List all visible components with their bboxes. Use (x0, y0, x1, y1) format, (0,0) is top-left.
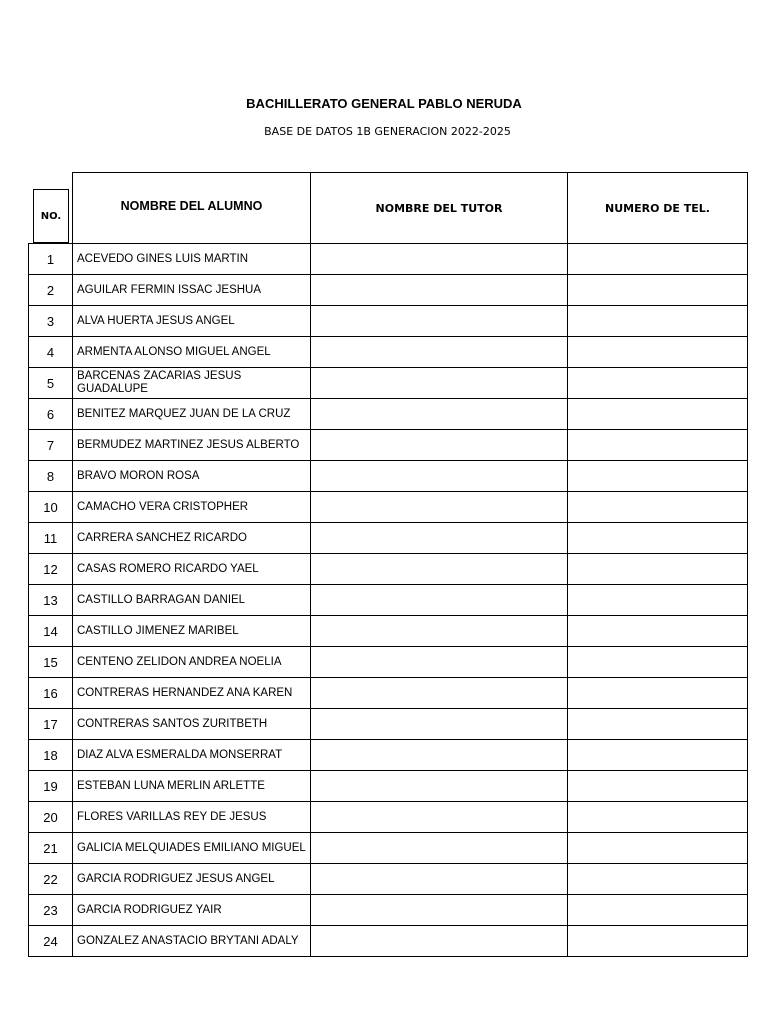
student-name: CASTILLO JIMENEZ MARIBEL (72, 616, 310, 646)
row-number: 17 (28, 709, 72, 739)
row-number: 11 (28, 523, 72, 553)
student-name: CONTRERAS HERNANDEZ ANA KAREN (72, 678, 310, 708)
tutor-name-cell (310, 430, 567, 460)
tutor-name-cell (310, 523, 567, 553)
table-row (28, 584, 748, 615)
row-number: 18 (28, 740, 72, 770)
tutor-name-cell (310, 709, 567, 739)
phone-number-cell (567, 492, 748, 522)
phone-number-cell (567, 368, 748, 398)
phone-number-cell (567, 275, 748, 305)
student-name: CASTILLO BARRAGAN DANIEL (72, 585, 310, 615)
table-row (28, 491, 748, 522)
student-name: GONZALEZ ANASTACIO BRYTANI ADALY (72, 926, 310, 956)
student-name: GARCIA RODRIGUEZ YAIR (72, 895, 310, 925)
row-number: 16 (28, 678, 72, 708)
student-table (28, 172, 748, 958)
student-name: BERMUDEZ MARTINEZ JESUS ALBERTO (72, 430, 310, 460)
tutor-name-cell (310, 337, 567, 367)
tutor-name-cell (310, 492, 567, 522)
student-name: BRAVO MORON ROSA (72, 461, 310, 491)
tutor-name-cell (310, 926, 567, 956)
table-row (28, 646, 748, 677)
row-number: 3 (28, 306, 72, 336)
phone-number-cell (567, 523, 748, 553)
row-number: 20 (28, 802, 72, 832)
tutor-name-cell (310, 306, 567, 336)
student-name: AGUILAR FERMIN ISSAC JESHUA (72, 275, 310, 305)
phone-number-cell (567, 554, 748, 584)
table-row (28, 894, 748, 925)
student-name: BARCENAS ZACARIAS JESUS GUADALUPE (72, 368, 310, 398)
row-number: 5 (28, 368, 72, 398)
row-number: 22 (28, 864, 72, 894)
table-row (28, 553, 748, 584)
row-number: 19 (28, 771, 72, 801)
table-row (28, 305, 748, 336)
header-numero-tel: NUMERO DE TEL. (567, 172, 748, 243)
tutor-name-cell (310, 399, 567, 429)
row-number: 13 (28, 585, 72, 615)
phone-number-cell (567, 802, 748, 832)
tutor-name-cell (310, 771, 567, 801)
student-name: CARRERA SANCHEZ RICARDO (72, 523, 310, 553)
header-no: NO. (33, 189, 69, 243)
tutor-name-cell (310, 275, 567, 305)
row-number: 10 (28, 492, 72, 522)
table-row (28, 336, 748, 367)
table-row (28, 522, 748, 553)
phone-number-cell (567, 616, 748, 646)
row-number: 24 (28, 926, 72, 956)
table-row (28, 398, 748, 429)
table-row (28, 429, 748, 460)
tutor-name-cell (310, 244, 567, 274)
student-name: CONTRERAS SANTOS ZURITBETH (72, 709, 310, 739)
table-row (28, 863, 748, 894)
document-title: BACHILLERATO GENERAL PABLO NERUDA (246, 96, 522, 111)
table-row (28, 770, 748, 801)
phone-number-cell (567, 306, 748, 336)
tutor-name-cell (310, 616, 567, 646)
phone-number-cell (567, 430, 748, 460)
tutor-name-cell (310, 647, 567, 677)
table-row (28, 615, 748, 646)
row-number: 21 (28, 833, 72, 863)
phone-number-cell (567, 461, 748, 491)
tutor-name-cell (310, 678, 567, 708)
student-name: CAMACHO VERA CRISTOPHER (72, 492, 310, 522)
tutor-name-cell (310, 461, 567, 491)
tutor-name-cell (310, 585, 567, 615)
tutor-name-cell (310, 864, 567, 894)
table-row (28, 739, 748, 770)
student-name: BENITEZ MARQUEZ JUAN DE LA CRUZ (72, 399, 310, 429)
row-number: 8 (28, 461, 72, 491)
phone-number-cell (567, 926, 748, 956)
tutor-name-cell (310, 802, 567, 832)
table-body (28, 243, 748, 957)
student-name: GALICIA MELQUIADES EMILIANO MIGUEL (72, 833, 310, 863)
student-name: ARMENTA ALONSO MIGUEL ANGEL (72, 337, 310, 367)
student-name: FLORES VARILLAS REY DE JESUS (72, 802, 310, 832)
student-name: GARCIA RODRIGUEZ JESUS ANGEL (72, 864, 310, 894)
row-number: 14 (28, 616, 72, 646)
header-nombre-alumno: NOMBRE DEL ALUMNO (72, 172, 310, 243)
tutor-name-cell (310, 833, 567, 863)
header-nombre-tutor: NOMBRE DEL TUTOR (310, 172, 567, 243)
student-name: DIAZ ALVA ESMERALDA MONSERRAT (72, 740, 310, 770)
student-name: CENTENO ZELIDON ANDREA NOELIA (72, 647, 310, 677)
table-row (28, 801, 748, 832)
table-row (28, 677, 748, 708)
student-name: ESTEBAN LUNA MERLIN ARLETTE (72, 771, 310, 801)
phone-number-cell (567, 895, 748, 925)
student-name: ACEVEDO GINES LUIS MARTIN (72, 244, 310, 274)
phone-number-cell (567, 833, 748, 863)
row-number: 4 (28, 337, 72, 367)
table-row (28, 460, 748, 491)
table-row (28, 367, 748, 398)
tutor-name-cell (310, 554, 567, 584)
row-number: 1 (28, 244, 72, 274)
phone-number-cell (567, 244, 748, 274)
document-subtitle: BASE DE DATOS 1B GENERACION 2022-2025 (264, 125, 511, 138)
phone-number-cell (567, 337, 748, 367)
phone-number-cell (567, 864, 748, 894)
phone-number-cell (567, 647, 748, 677)
row-number: 7 (28, 430, 72, 460)
table-row (28, 708, 748, 739)
row-number: 15 (28, 647, 72, 677)
student-name: ALVA HUERTA JESUS ANGEL (72, 306, 310, 336)
phone-number-cell (567, 709, 748, 739)
row-number: 6 (28, 399, 72, 429)
table-row (28, 925, 748, 956)
phone-number-cell (567, 399, 748, 429)
phone-number-cell (567, 740, 748, 770)
table-row (28, 274, 748, 305)
row-number: 23 (28, 895, 72, 925)
phone-number-cell (567, 678, 748, 708)
tutor-name-cell (310, 368, 567, 398)
table-row (28, 243, 748, 274)
tutor-name-cell (310, 740, 567, 770)
phone-number-cell (567, 771, 748, 801)
table-row (28, 832, 748, 863)
tutor-name-cell (310, 895, 567, 925)
student-name: CASAS ROMERO RICARDO YAEL (72, 554, 310, 584)
phone-number-cell (567, 585, 748, 615)
row-number: 12 (28, 554, 72, 584)
row-number: 2 (28, 275, 72, 305)
